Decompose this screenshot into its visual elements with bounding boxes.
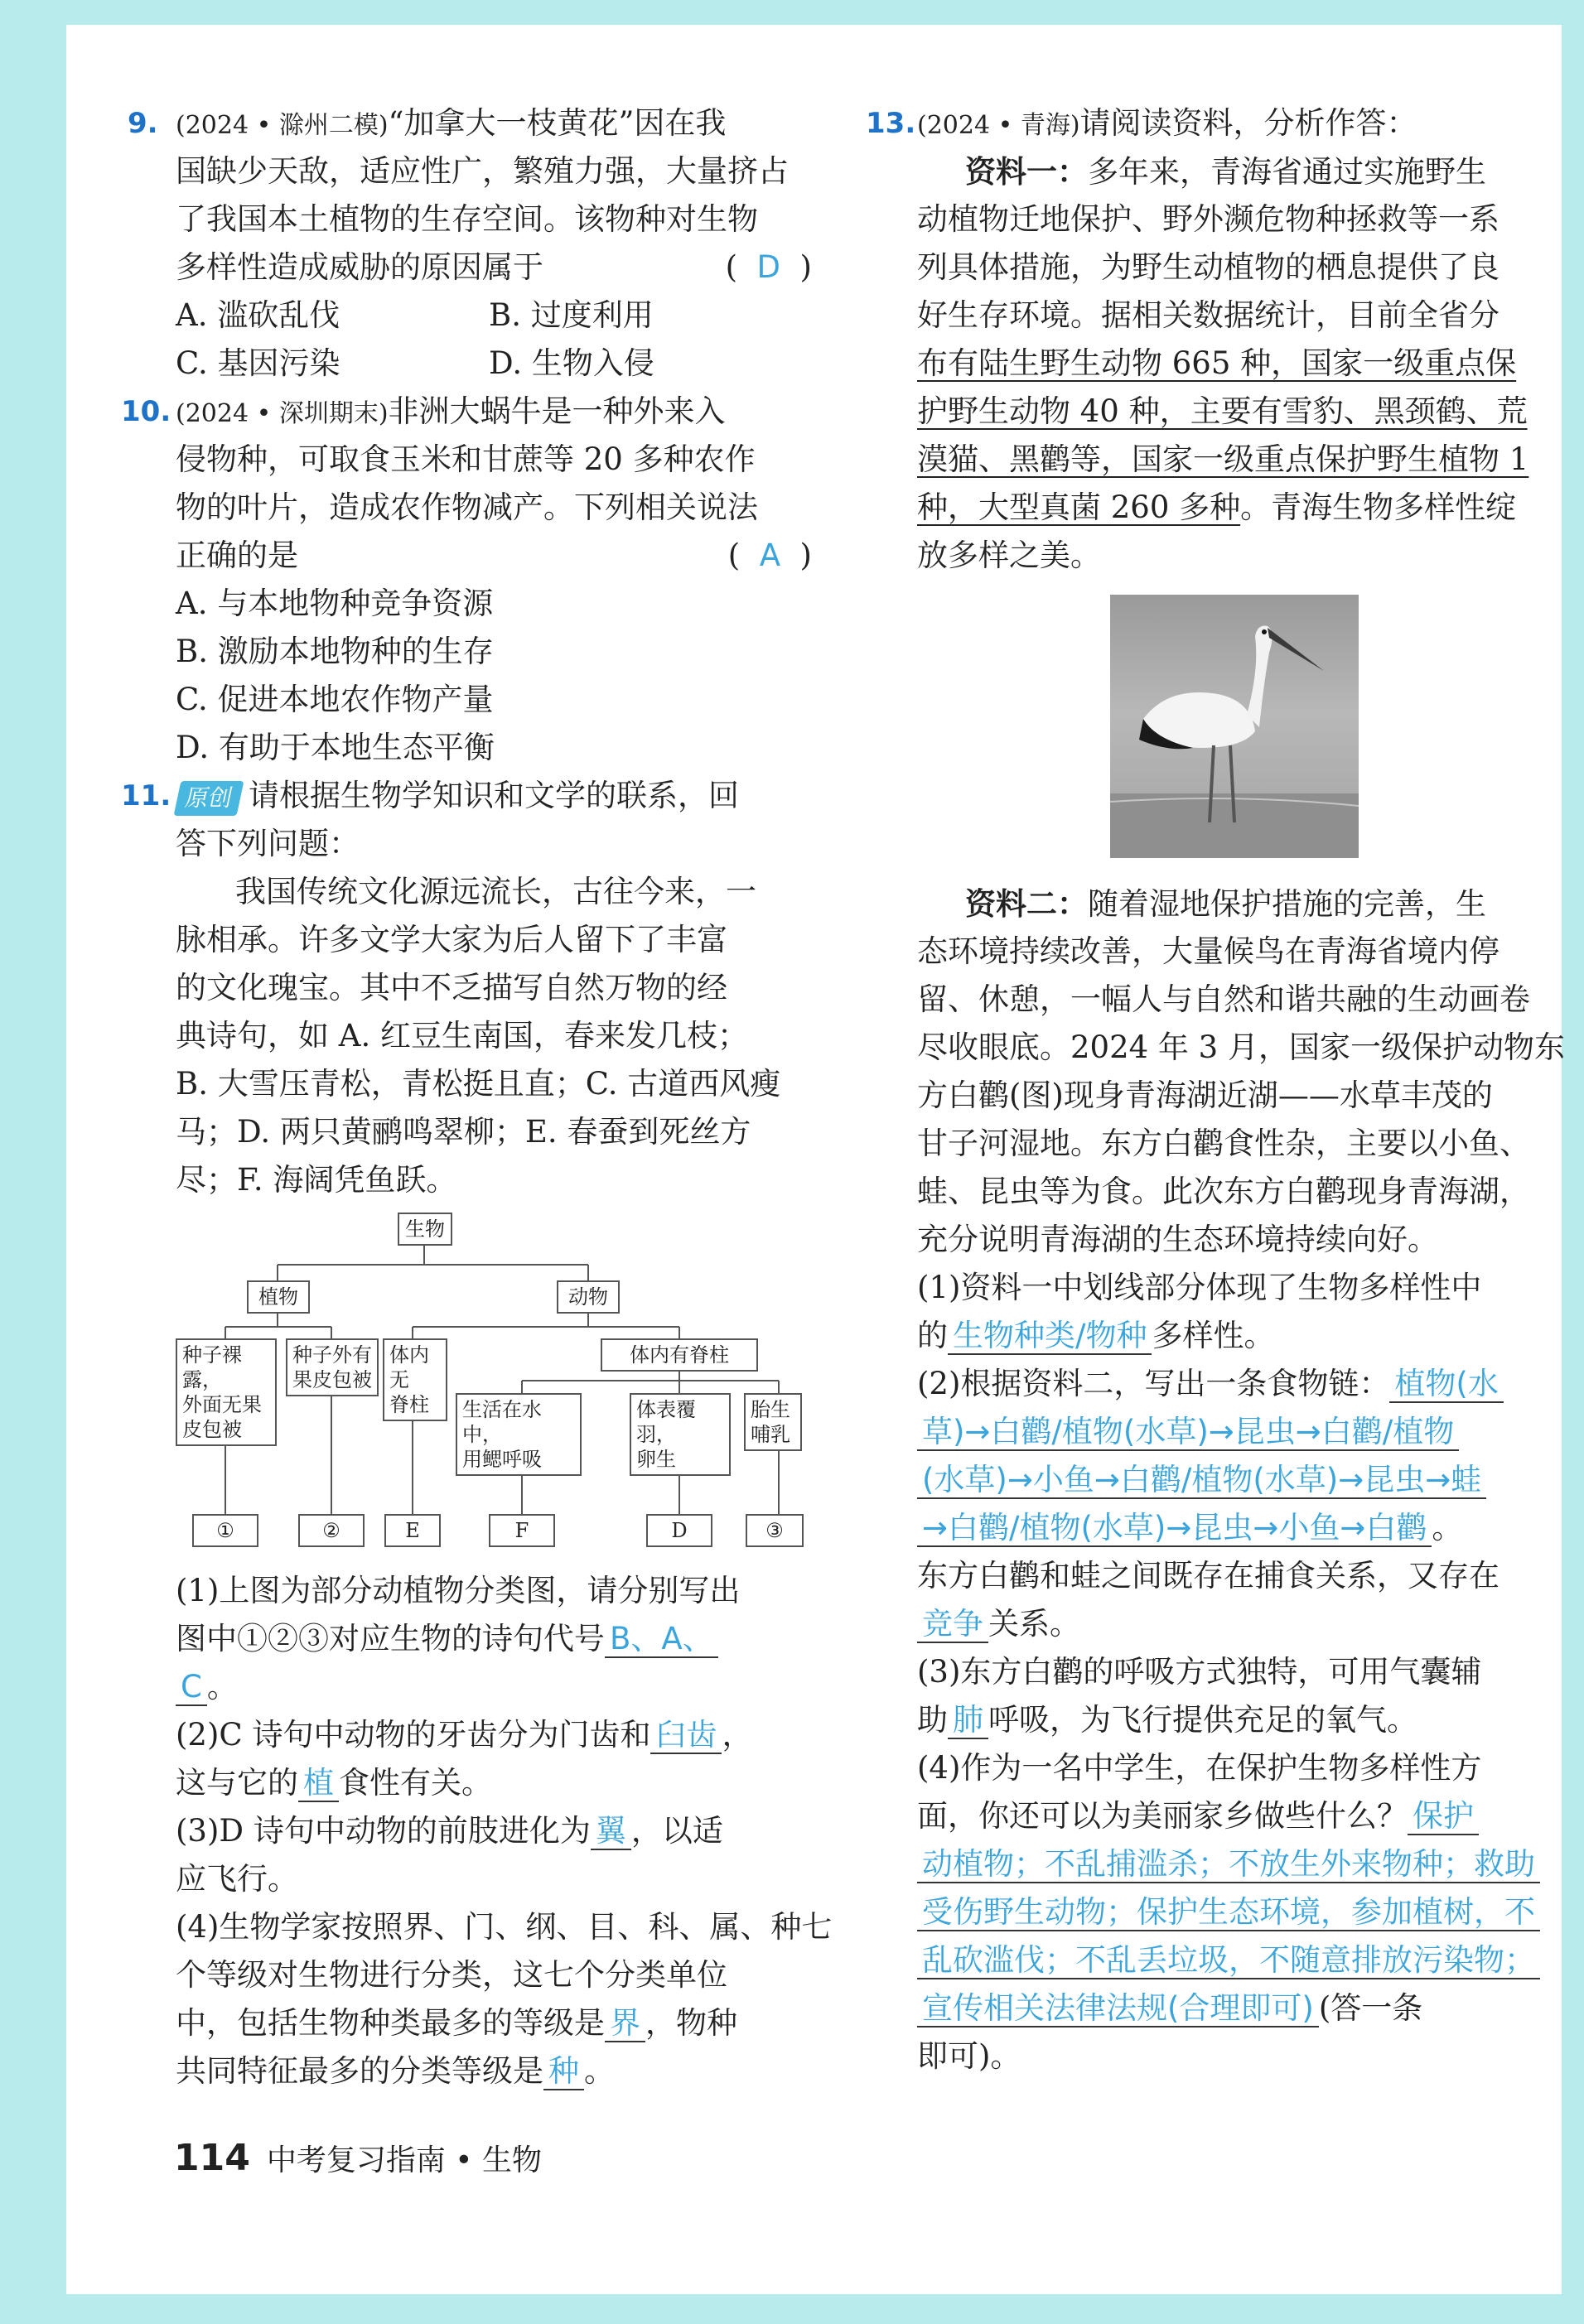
question-text: 答下列问题： (176, 826, 360, 861)
answer-blank: 种 (543, 2053, 584, 2090)
question-text: 侵物种，可取食玉米和甘蔗等 20 多种农作 (176, 441, 756, 477)
passage-line: B. 大雪压青松，青松挺且直；C. 古道西风瘦 (176, 1066, 781, 1102)
option-c: C. 促进本地农作物产量 (176, 682, 494, 717)
q13-sub4: 即可)。 (917, 2038, 1021, 2074)
option-row (133, 292, 812, 340)
answer-blank: 宣传相关法律法规(合理即可) (917, 1990, 1319, 2027)
leaf-e: E (384, 1514, 441, 1547)
answer-blank: →白鹳/植物(水草)→昆虫→小鱼→白鹳 (917, 1510, 1432, 1547)
q13-sub4 (874, 1936, 1553, 1984)
material-line: 蛙、昆虫等为食。此次东方白鹳现身青海湖， (917, 1174, 1530, 1209)
question-source: (2024 • 滁州二模) (176, 111, 389, 140)
node-plant: 植物 (247, 1280, 310, 1314)
option-b: B. 激励本地物种的生存 (176, 634, 494, 669)
material-line: 态环境持续改善，大量候鸟在青海省境内停 (917, 933, 1499, 969)
right-column (866, 99, 1565, 2081)
q13-line (866, 99, 1553, 147)
answer-blank: 动植物；不乱捕滥杀；不放生外来物种；救助 (917, 1846, 1540, 1883)
answer-choice: A (759, 538, 781, 573)
answer-blank: 界 (605, 2005, 645, 2042)
option-d: D. 生物入侵 (489, 345, 654, 381)
answer-blank: 乱砍滥伐；不乱丢垃圾，不随意排放污染物； (917, 1942, 1540, 1979)
question-text: 请阅读资料，分析作答： (1079, 105, 1417, 141)
q13-sub4 (874, 1840, 1553, 1888)
q11-sub1: 图中①②③对应生物的诗句代号 B、A、 (133, 1615, 812, 1663)
question-text: 多样性造成威胁的原因属于 ( D ) (176, 249, 812, 285)
material-line: 列具体措施，为野生动植物的栖息提供了良 (917, 249, 1499, 285)
q13-sub2 (874, 1408, 1553, 1456)
left-column (121, 99, 833, 2095)
material-label: 资料二： (965, 885, 1088, 922)
q13-sub4: 宣传相关法律法规(合理即可) (答一条 (874, 1984, 1553, 2032)
q9-line (128, 99, 812, 147)
answer-blank: (水草)→小鱼→白鹳/植物(水草)→昆虫→蛙 (917, 1462, 1486, 1499)
node-bird-group: 体表覆羽， 卵生 (630, 1393, 731, 1476)
node-invertebrate: 体内无 脊柱 (383, 1338, 447, 1421)
original-badge: 原创 (174, 781, 244, 816)
q11-sub1: C 。 (133, 1663, 812, 1711)
q11-sub3: (3)D 诗句中动物的前肢进化为 翼 ，以适 (176, 1813, 723, 1849)
answer-blank: 保护 (1408, 1798, 1479, 1835)
question-text: “加拿大一枝黄花”因在我 (388, 105, 727, 141)
q13-sub1: (1)资料一中划线部分体现了生物多样性中 (917, 1270, 1482, 1305)
material-line: 方白鹳(图)现身青海湖近湖——水草丰茂的 (917, 1078, 1493, 1113)
node-mammal-group: 胎生 哺乳 (744, 1393, 802, 1451)
material-one: 资料一：多年来，青海省通过实施野生 (965, 153, 1486, 190)
answer-blank: 臼齿 (650, 1717, 722, 1754)
classification-tree (174, 1211, 804, 1559)
node-vertebrate: 体内有脊柱 (601, 1338, 758, 1372)
material-line: 动植物迁地保护、野外濒危物种拯救等一系 (917, 201, 1499, 237)
q11-sub1: (1)上图为部分动植物分类图，请分别写出 (176, 1573, 741, 1608)
answer-blank: 肺 (948, 1702, 988, 1739)
q13-sub2: →白鹳/植物(水草)→昆虫→小鱼→白鹳 。 (874, 1504, 1553, 1552)
answer-blank: B、A、 (605, 1621, 718, 1658)
leaf-f: F (489, 1514, 555, 1547)
option-a: A. 与本地物种竞争资源 (176, 586, 494, 621)
q13-sub2 (874, 1456, 1553, 1504)
q13-sub2: 竞争 关系。 (874, 1600, 1553, 1648)
material-line: 布有陆生野生动物 665 种，国家一级重点保 (917, 345, 1517, 381)
answer-blank: 翼 (591, 1813, 631, 1850)
question-text: 了我国本土植物的生存空间。该物种对生物 (176, 201, 758, 237)
answer-blank: 植 (298, 1765, 339, 1802)
option-a: A. 滥砍乱伐 (176, 297, 340, 333)
passage-line: 我国传统文化源远流长，古往今来，一 (235, 874, 756, 909)
passage-line: 的文化瑰宝。其中不乏描写自然万物的经 (176, 970, 727, 1005)
oriental-stork-image (1110, 595, 1359, 858)
question-number: 13. (866, 107, 916, 140)
node-animal: 动物 (557, 1280, 620, 1314)
page-number: 114 (174, 2137, 250, 2179)
book-title: 中考复习指南 • 生物 (266, 2143, 542, 2177)
node-gymnosperm: 种子裸露， 外面无果 皮包被 (176, 1338, 277, 1446)
question-text: 国缺少天敌，适应性广，繁殖力强，大量挤占 (176, 153, 789, 189)
material-line: 种，大型真菌 260 多种。青海生物多样性绽 (917, 489, 1517, 525)
node-angiosperm: 种子外有 果皮包被 (286, 1338, 379, 1396)
q11-sub2: 这与它的 植 食性有关。 (176, 1765, 492, 1801)
material-line: 放多样之美。 (917, 538, 1101, 573)
q11-line (121, 772, 812, 820)
leaf-d: D (646, 1514, 712, 1547)
answer-choice: D (756, 249, 781, 285)
leaf-1: ① (192, 1514, 258, 1547)
leaf-3: ③ (746, 1514, 804, 1547)
option-c: C. 基因污染 (176, 345, 340, 381)
answer-blank: C (176, 1669, 207, 1706)
node-organism: 生物 (398, 1213, 452, 1246)
material-line: 护野生动物 40 种，主要有雪豹、黑颈鹤、荒 (917, 393, 1528, 429)
answer-blank: 受伤野生动物；保护生态环境，参加植树，不 (917, 1894, 1540, 1931)
question-text: 非洲大蜗牛是一种外来入 (388, 393, 726, 429)
question-text: 请根据生物学知识和文学的联系，回 (249, 778, 740, 813)
material-line: 充分说明青海湖的生态环境持续向好。 (917, 1222, 1438, 1257)
passage-line: 马；D. 两只黄鹂鸣翠柳；E. 春蚕到死丝方 (176, 1114, 751, 1150)
q13-sub3: (3)东方白鹳的呼吸方式独特，可用气囊辅 (917, 1654, 1482, 1690)
q13-sub3: 助 肺 呼吸，为飞行提供充足的氧气。 (917, 1702, 1417, 1738)
q11-sub4: 中，包括生物种类最多的等级是 界 ，物种 (176, 2005, 737, 2041)
q13-sub2: (2)根据资料二，写出一条食物链： 植物(水 (874, 1360, 1553, 1408)
node-fish-group: 生活在水中， 用鳃呼吸 (456, 1393, 582, 1476)
question-source: (2024 • 青海) (917, 111, 1080, 140)
material-line: 漠猫、黑鹳等，国家一级重点保护野生植物 1 (917, 441, 1529, 477)
question-text: 正确的是 ( A ) (176, 538, 812, 573)
answer-blank: 生物种类/物种 (948, 1318, 1152, 1355)
option-b: B. 过度利用 (489, 297, 654, 333)
leaf-2: ② (298, 1514, 365, 1547)
q11-sub4: 共同特征最多的分类等级是 种 。 (176, 2053, 615, 2089)
q11-sub4: 个等级对生物进行分类，这七个分类单位 (176, 1957, 727, 1993)
passage-line: 脉相承。许多文学大家为后人留下了丰富 (176, 922, 727, 957)
q13-sub2: 东方白鹳和蛙之间既存在捕食关系，又存在 (917, 1558, 1499, 1594)
page-footer (174, 2137, 542, 2179)
q13-sub1: 的 生物种类/物种 多样性。 (917, 1318, 1275, 1353)
q11-sub3: 应飞行。 (176, 1861, 298, 1897)
question-text: 物的叶片，造成农作物减产。下列相关说法 (176, 489, 758, 525)
material-line: 好生存环境。据相关数据统计，目前全省分 (917, 297, 1499, 333)
material-line: 尽收眼底。2024 年 3 月，国家一级保护动物东 (917, 1029, 1565, 1065)
material-two: 资料二：随着湿地保护措施的完善，生 (965, 885, 1486, 922)
material-line: 甘子河湿地。东方白鹳食性杂，主要以小鱼、 (917, 1126, 1530, 1161)
answer-blank: 竞争 (917, 1606, 988, 1643)
question-number: 11. (121, 779, 171, 812)
q11-sub4: (4)生物学家按照界、门、纲、目、科、属、种七 (176, 1909, 833, 1945)
question-number: 10. (121, 395, 171, 428)
q13-sub4 (874, 1888, 1553, 1936)
q10-line (121, 388, 812, 436)
option-d: D. 有助于本地生态平衡 (176, 730, 495, 765)
q13-sub4: 面，你还可以为美丽家乡做些什么？ 保护 (874, 1792, 1553, 1840)
material-label: 资料一： (965, 153, 1088, 190)
passage-line: 尽；F. 海阔凭鱼跃。 (176, 1162, 457, 1198)
answer-blank: 草)→白鹳/植物(水草)→昆虫→白鹳/植物 (917, 1414, 1459, 1451)
answer-blank: 植物(水 (1389, 1366, 1503, 1403)
q13-sub4: (4)作为一名中学生，在保护生物多样性方 (917, 1750, 1482, 1786)
q11-sub2: (2)C 诗句中动物的牙齿分为门齿和 臼齿 ， (176, 1717, 753, 1753)
question-number: 9. (128, 107, 158, 140)
option-row (133, 340, 812, 388)
passage-line: 典诗句，如 A. 红豆生南国，春来发几枝； (176, 1018, 749, 1054)
material-line: 留、休憩，一幅人与自然和谐共融的生动画卷 (917, 981, 1530, 1017)
question-source: (2024 • 深圳期末) (176, 399, 389, 428)
stork-photo (1110, 595, 1359, 858)
